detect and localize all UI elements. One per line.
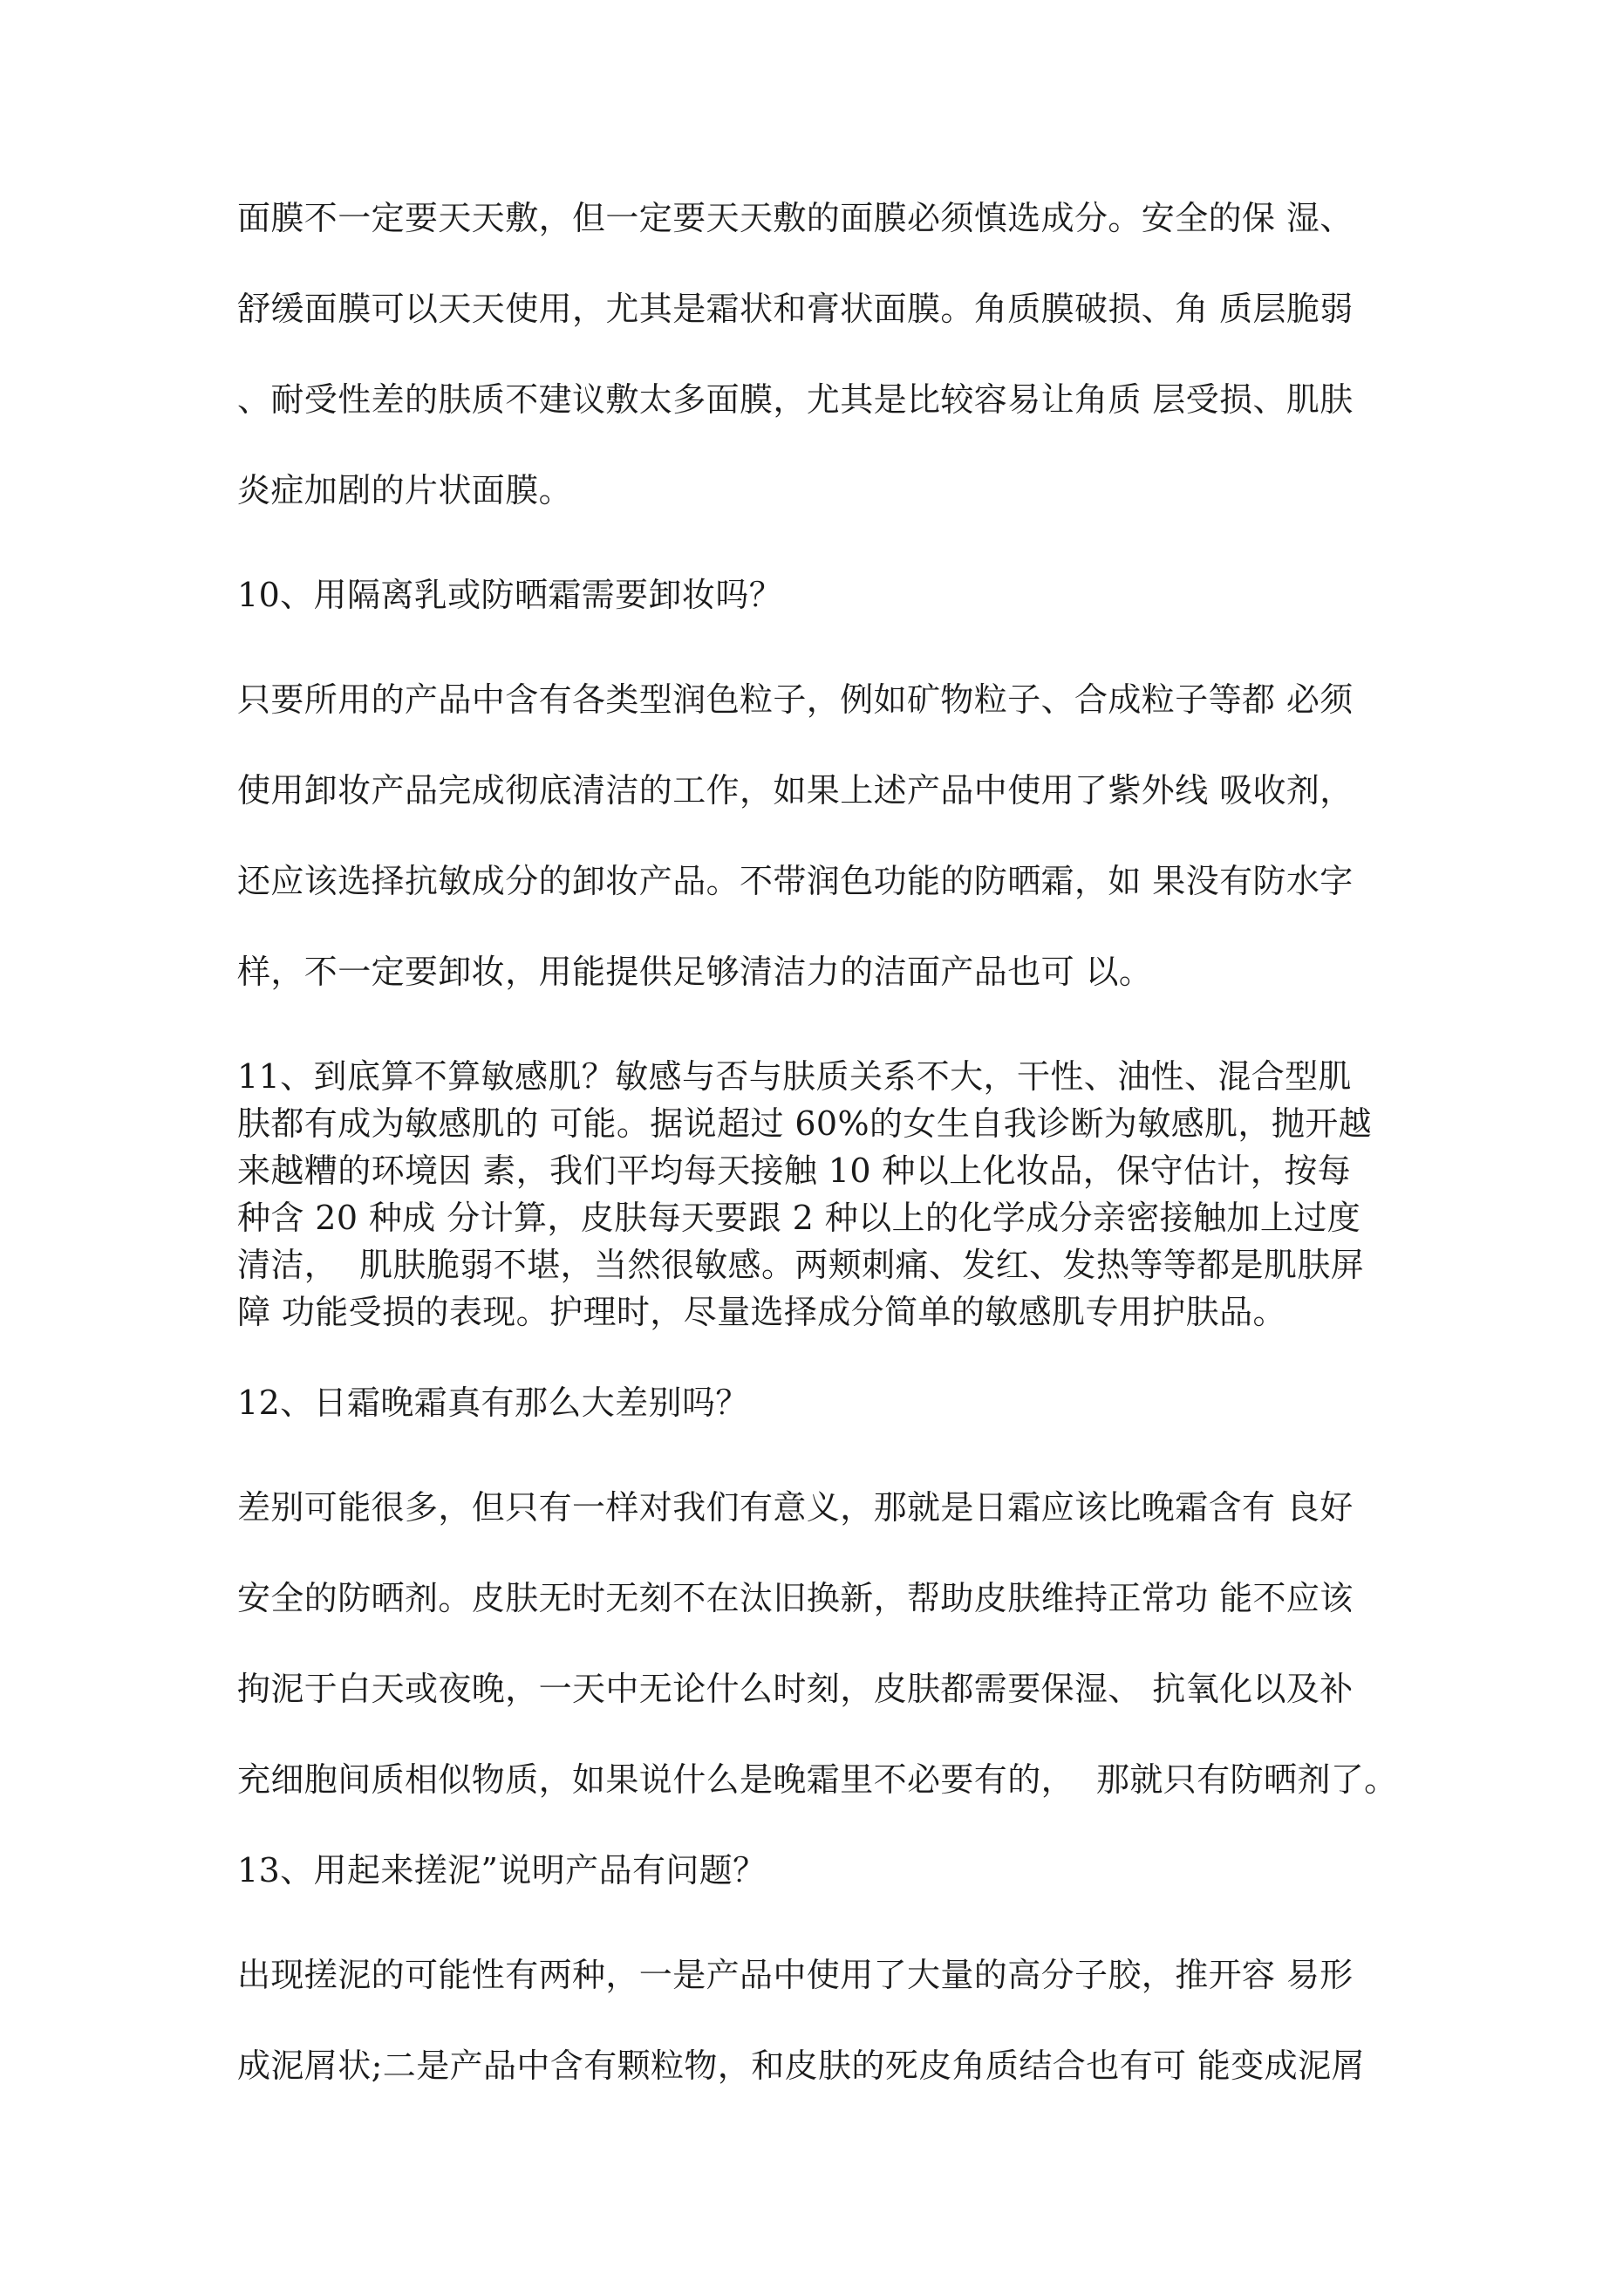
text-line: 成泥屑状;二是产品中含有颗粒物，和皮肤的死皮角质结合也有可 能变成泥屑 bbox=[237, 2047, 1365, 2085]
text-line: 拘泥于白天或夜晚，一天中无论什么时刻，皮肤都需要保湿、 抗氧化以及补 bbox=[237, 1670, 1354, 1708]
text-line: 舒缓面膜可以天天使用，尤其是霜状和膏状面膜。角质膜破损、角 质层脆弱 bbox=[237, 290, 1354, 328]
text-line: 来越糟的环境因 素，我们平均每天接触 10 种以上化妆品，保守估计，按每 bbox=[237, 1151, 1351, 1190]
text-line: 、耐受性差的肤质不建议敷太多面膜，尤其是比较容易让角质 层受损、肌肤 bbox=[237, 380, 1354, 419]
text-line: 肤都有成为敏感肌的 可能。据说超过 60%的女生自我诊断为敏感肌，抛开越 bbox=[237, 1104, 1373, 1143]
text-line: 还应该选择抗敏成分的卸妆产品。不带润色功能的防晒霜，如 果没有防水字 bbox=[237, 862, 1354, 900]
question-paragraph-line: 11、到底算不算敏感肌？敏感与否与肤质关系不大，干性、油性、混合型肌 bbox=[237, 1057, 1352, 1096]
question-heading: 12、日霜晚霜真有那么大差别吗？ bbox=[237, 1384, 749, 1422]
text-line: 出现搓泥的可能性有两种，一是产品中使用了大量的高分子胶，推开容 易形 bbox=[237, 1956, 1354, 1994]
text-line: 只要所用的产品中含有各类型润色粒子，例如矿物粒子、合成粒子等都 必须 bbox=[237, 680, 1354, 719]
text-line: 种含 20 种成 分计算，皮肤每天要跟 2 种以上的化学成分亲密接触加上过度 bbox=[237, 1199, 1361, 1237]
text-line: 障 功能受损的表现。护理时，尽量选择成分简单的敏感肌专用护肤品。 bbox=[237, 1293, 1286, 1331]
question-heading: 13、用起来搓泥”说明产品有问题？ bbox=[237, 1851, 767, 1889]
text-line: 炎症加剧的片状面膜。 bbox=[237, 471, 573, 509]
question-heading: 10、用隔离乳或防晒霜需要卸妆吗？ bbox=[237, 576, 783, 614]
text-line: 面膜不一定要天天敷，但一定要天天敷的面膜必须慎选成分。安全的保 湿、 bbox=[237, 199, 1354, 237]
text-line: 样，不一定要卸妆，用能提供足够清洁力的洁面产品也可 以。 bbox=[237, 953, 1153, 991]
text-line: 安全的防晒剂。皮肤无时无刻不在汰旧换新，帮助皮肤维持正常功 能不应该 bbox=[237, 1579, 1354, 1617]
text-line: 使用卸妆产品完成彻底清洁的工作，如果上述产品中使用了紫外线 吸收剂， bbox=[237, 771, 1354, 810]
text-line: 充细胞间质相似物质，如果说什么是晚霜里不必要有的， 那就只有防晒剂了。 bbox=[237, 1760, 1398, 1799]
text-line: 清洁， 肌肤脆弱不堪，当然很敏感。两颊刺痛、发红、发热等等都是肌肤屏 bbox=[237, 1246, 1365, 1284]
text-line: 差别可能很多，但只有一样对我们有意义，那就是日霜应该比晚霜含有 良好 bbox=[237, 1488, 1354, 1527]
